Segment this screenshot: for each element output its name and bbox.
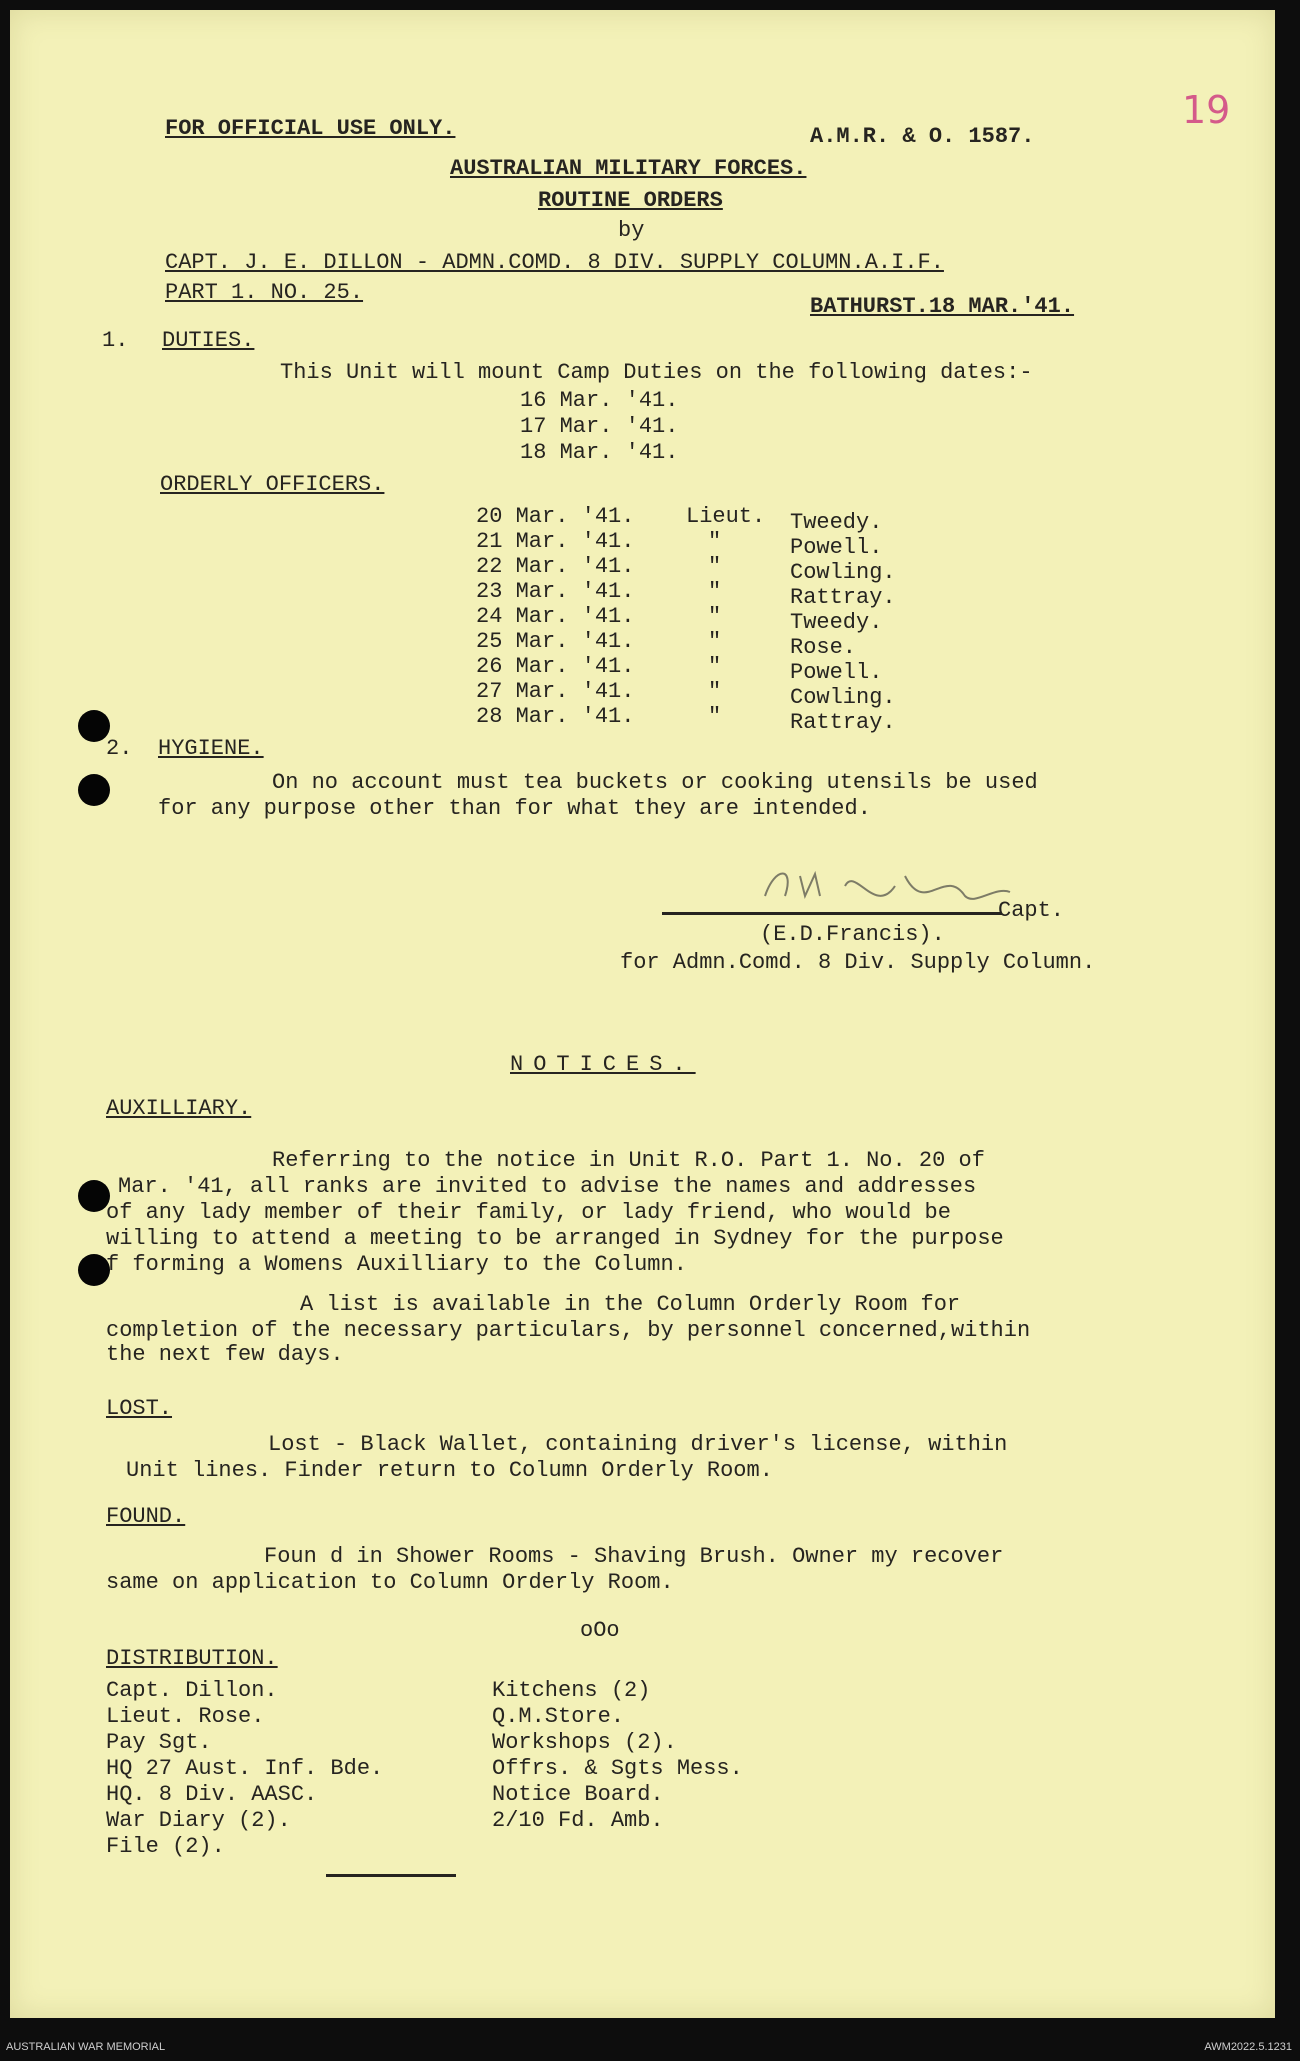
roster-date: 28 Mar. '41. xyxy=(476,704,635,729)
duties-heading: DUTIES. xyxy=(162,328,255,353)
roster-rank: " xyxy=(708,579,722,604)
distribution-item: 2/10 Fd. Amb. xyxy=(492,1808,664,1833)
roster-name: Rattray. xyxy=(790,710,896,735)
roster-date: 26 Mar. '41. xyxy=(476,654,635,679)
duty-date: 17 Mar. '41. xyxy=(520,414,679,439)
roster-date: 27 Mar. '41. xyxy=(476,679,635,704)
auxilliary-heading: AUXILLIARY. xyxy=(106,1096,252,1121)
distribution-item: Pay Sgt. xyxy=(106,1730,212,1755)
punch-hole xyxy=(78,774,110,806)
roster-name: Tweedy. xyxy=(790,610,883,635)
signatory-name: (E.D.Francis). xyxy=(760,922,945,947)
roster-date: 25 Mar. '41. xyxy=(476,629,635,654)
duties-intro: This Unit will mount Camp Duties on the following dates:- xyxy=(280,360,1033,385)
auxilliary-text: Referring to the notice in Unit R.O. Part 1. No. 20 of xyxy=(272,1148,985,1173)
roster-name: Tweedy. xyxy=(790,510,883,535)
auxilliary-text: Mar. '41, all ranks are invited to advise the names and addresses xyxy=(118,1174,977,1199)
signatory-role: for Admn.Comd. 8 Div. Supply Column. xyxy=(620,950,1096,975)
roster-rank: Lieut. xyxy=(686,504,766,529)
roster-rank: " xyxy=(708,529,722,554)
roster-rank: " xyxy=(708,604,722,629)
closing-rule xyxy=(326,1874,456,1877)
found-text: Foun d in Shower Rooms - Shaving Brush. Owner my recover xyxy=(264,1544,1004,1569)
roster-name: Powell. xyxy=(790,535,883,560)
lost-text: Lost - Black Wallet, containing driver's license, within xyxy=(268,1432,1008,1457)
distribution-heading: DISTRIBUTION. xyxy=(106,1646,278,1671)
duty-date: 18 Mar. '41. xyxy=(520,440,679,465)
roster-name: Rattray. xyxy=(790,585,896,610)
roster-name: Rose. xyxy=(790,635,857,660)
duty-date: 16 Mar. '41. xyxy=(520,388,679,413)
orderly-officers-heading: ORDERLY OFFICERS. xyxy=(160,472,385,497)
issuer: CAPT. J. E. DILLON - ADMN.COMD. 8 DIV. SUPPLY COLUMN.A.I.F. xyxy=(165,250,944,275)
lost-heading: LOST. xyxy=(106,1396,173,1421)
roster-name: Powell. xyxy=(790,660,883,685)
found-heading: FOUND. xyxy=(106,1504,186,1529)
auxilliary-text: willing to attend a meeting to be arranged in Sydney for the purpose xyxy=(106,1226,1004,1251)
footer-accession: AWM2022.5.1231 xyxy=(1204,2041,1292,2053)
roster-rank: " xyxy=(708,554,722,579)
part-number: PART 1. NO. 25. xyxy=(165,280,364,305)
hygiene-heading: HYGIENE. xyxy=(158,736,264,761)
roster-rank: " xyxy=(708,679,722,704)
document-title: ROUTINE ORDERS xyxy=(538,188,723,213)
auxilliary-text: the next few days. xyxy=(106,1342,344,1367)
auxilliary-text: f forming a Womens Auxilliary to the Column. xyxy=(106,1252,687,1277)
forces-title: AUSTRALIAN MILITARY FORCES. xyxy=(450,156,807,181)
signature-rank: Capt. xyxy=(998,898,1065,923)
roster-date: 23 Mar. '41. xyxy=(476,579,635,604)
notices-heading: NOTICES. xyxy=(510,1052,696,1077)
official-use-label: FOR OFFICIAL USE ONLY. xyxy=(165,116,456,141)
roster-name: Cowling. xyxy=(790,685,896,710)
roster-date: 20 Mar. '41. xyxy=(476,504,635,529)
distribution-item: Kitchens (2) xyxy=(492,1678,651,1703)
roster-date: 22 Mar. '41. xyxy=(476,554,635,579)
distribution-item: HQ 27 Aust. Inf. Bde. xyxy=(106,1756,384,1781)
handwritten-signature xyxy=(755,856,1015,926)
found-text: same on application to Column Orderly Room. xyxy=(106,1570,674,1595)
section-number: 2. xyxy=(106,736,133,761)
distribution-item: War Diary (2). xyxy=(106,1808,291,1833)
roster-date: 21 Mar. '41. xyxy=(476,529,635,554)
reference-number: A.M.R. & O. 1587. xyxy=(810,124,1035,149)
hygiene-text: On no account must tea buckets or cooking utensils be used xyxy=(272,770,1038,795)
lost-text: Unit lines. Finder return to Column Orderly Room. xyxy=(126,1458,773,1483)
roster-rank: " xyxy=(708,704,722,729)
hygiene-text: for any purpose other than for what they are intended. xyxy=(158,796,871,821)
distribution-item: File (2). xyxy=(106,1834,225,1859)
distribution-item: HQ. 8 Div. AASC. xyxy=(106,1782,318,1807)
distribution-item: Notice Board. xyxy=(492,1782,664,1807)
roster-rank: " xyxy=(708,654,722,679)
auxilliary-text: A list is available in the Column Orderly Room for xyxy=(300,1292,961,1317)
distribution-item: Q.M.Store. xyxy=(492,1704,625,1729)
distribution-item: Offrs. & Sgts Mess. xyxy=(492,1756,743,1781)
page-number: 19 xyxy=(1182,88,1231,132)
footer-institution: AUSTRALIAN WAR MEMORIAL xyxy=(6,2041,166,2053)
document-page xyxy=(10,10,1275,2018)
distribution-item: Capt. Dillon. xyxy=(106,1678,278,1703)
roster-rank: " xyxy=(708,629,722,654)
section-number: 1. xyxy=(102,328,129,353)
auxilliary-text: of any lady member of their family, or lady friend, who would be xyxy=(106,1200,951,1225)
distribution-item: Workshops (2). xyxy=(492,1730,677,1755)
separator-mark: oOo xyxy=(580,1618,620,1643)
by-label: by xyxy=(618,218,645,243)
roster-date: 24 Mar. '41. xyxy=(476,604,635,629)
place-date: BATHURST.18 MAR.'41. xyxy=(810,294,1075,319)
signature-line xyxy=(662,912,1002,915)
distribution-item: Lieut. Rose. xyxy=(106,1704,265,1729)
roster-name: Cowling. xyxy=(790,560,896,585)
auxilliary-text: completion of the necessary particulars, by personnel concerned,within xyxy=(106,1318,1031,1343)
